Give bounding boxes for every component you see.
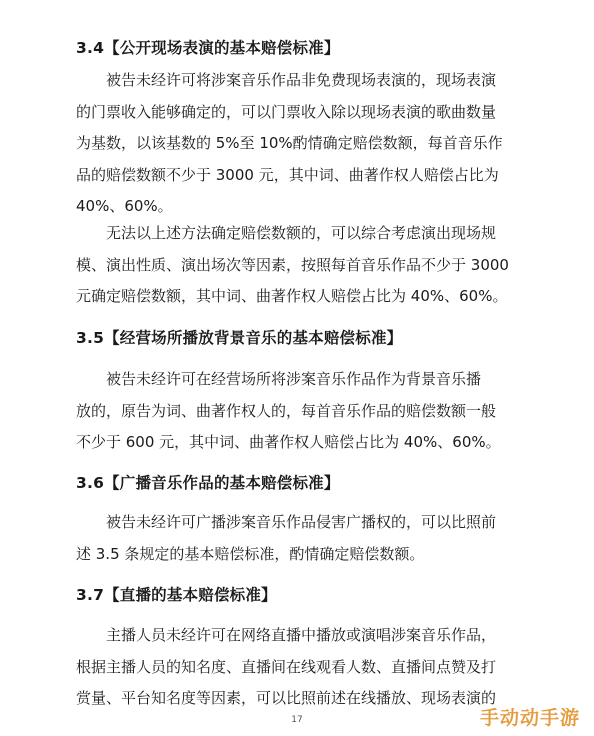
text-line: 根据主播人员的知名度、直播间在线观看人数、直播间点赞及打 xyxy=(76,657,497,676)
text-line: 放的，原告为词、曲著作权人的，每首音乐作品的赔偿数额一般 xyxy=(76,401,497,420)
section-heading-3-5: 3.5【经营场所播放背景音乐的基本赔偿标准】 xyxy=(76,329,403,347)
section-heading-3-4: 3.4【公开现场表演的基本赔偿标准】 xyxy=(76,39,340,57)
watermark-logo: 手动动手游 xyxy=(479,707,580,729)
paragraph-3-4-2 xyxy=(76,218,526,313)
text-line: 40%、60%。 xyxy=(76,197,173,215)
paragraph-3-7-1 xyxy=(76,620,526,715)
text-line: 无法以上述方法确定赔偿数额的，可以综合考虑演出现场规 xyxy=(106,224,497,242)
section-heading-3-7: 3.7【直播的基本赔偿标准】 xyxy=(76,586,277,604)
text-line: 赏量、平台知名度等因素，可以比照前述在线播放、现场表演的 xyxy=(76,689,497,707)
text-line: 不少于 600 元，其中词、曲著作权人赔偿占比为 40%、60%。 xyxy=(76,433,501,451)
text-line: 品的赔偿数额不少于 3000 元，其中词、曲著作权人赔偿占比为 xyxy=(76,165,499,184)
text-line: 元确定赔偿数额，其中词、曲著作权人赔偿占比为 40%、60%。 xyxy=(76,287,508,305)
text-line: 为基数，以该基数的 5%至 10%酌情确定赔偿数额，每首音乐作 xyxy=(76,134,503,152)
text-line: 被告未经许可在经营场所将涉案音乐作品作为背景音乐播 xyxy=(106,370,482,388)
page-number: 17 xyxy=(291,715,303,725)
paragraph-3-4-1 xyxy=(76,65,526,223)
paragraph-3-6-1 xyxy=(76,507,526,570)
section-heading-3-6: 3.6【广播音乐作品的基本赔偿标准】 xyxy=(76,474,340,492)
text-line: 被告未经许可将涉案音乐作品非免费现场表演的，现场表演 xyxy=(106,71,497,89)
text-line: 模、演出性质、演出场次等因素，按照每首音乐作品不少于 3000 xyxy=(76,255,509,274)
paragraph-3-5-1 xyxy=(76,364,526,459)
text-line: 被告未经许可广播涉案音乐作品侵害广播权的，可以比照前 xyxy=(106,513,497,531)
text-line: 的门票收入能够确定的，可以门票收入除以现场表演的歌曲数量 xyxy=(76,102,497,121)
text-line: 主播人员未经许可在网络直播中播放或演唱涉案音乐作品， xyxy=(106,626,497,644)
text-line: 述 3.5 条规定的基本赔偿标准，酌情确定赔偿数额。 xyxy=(76,544,425,563)
